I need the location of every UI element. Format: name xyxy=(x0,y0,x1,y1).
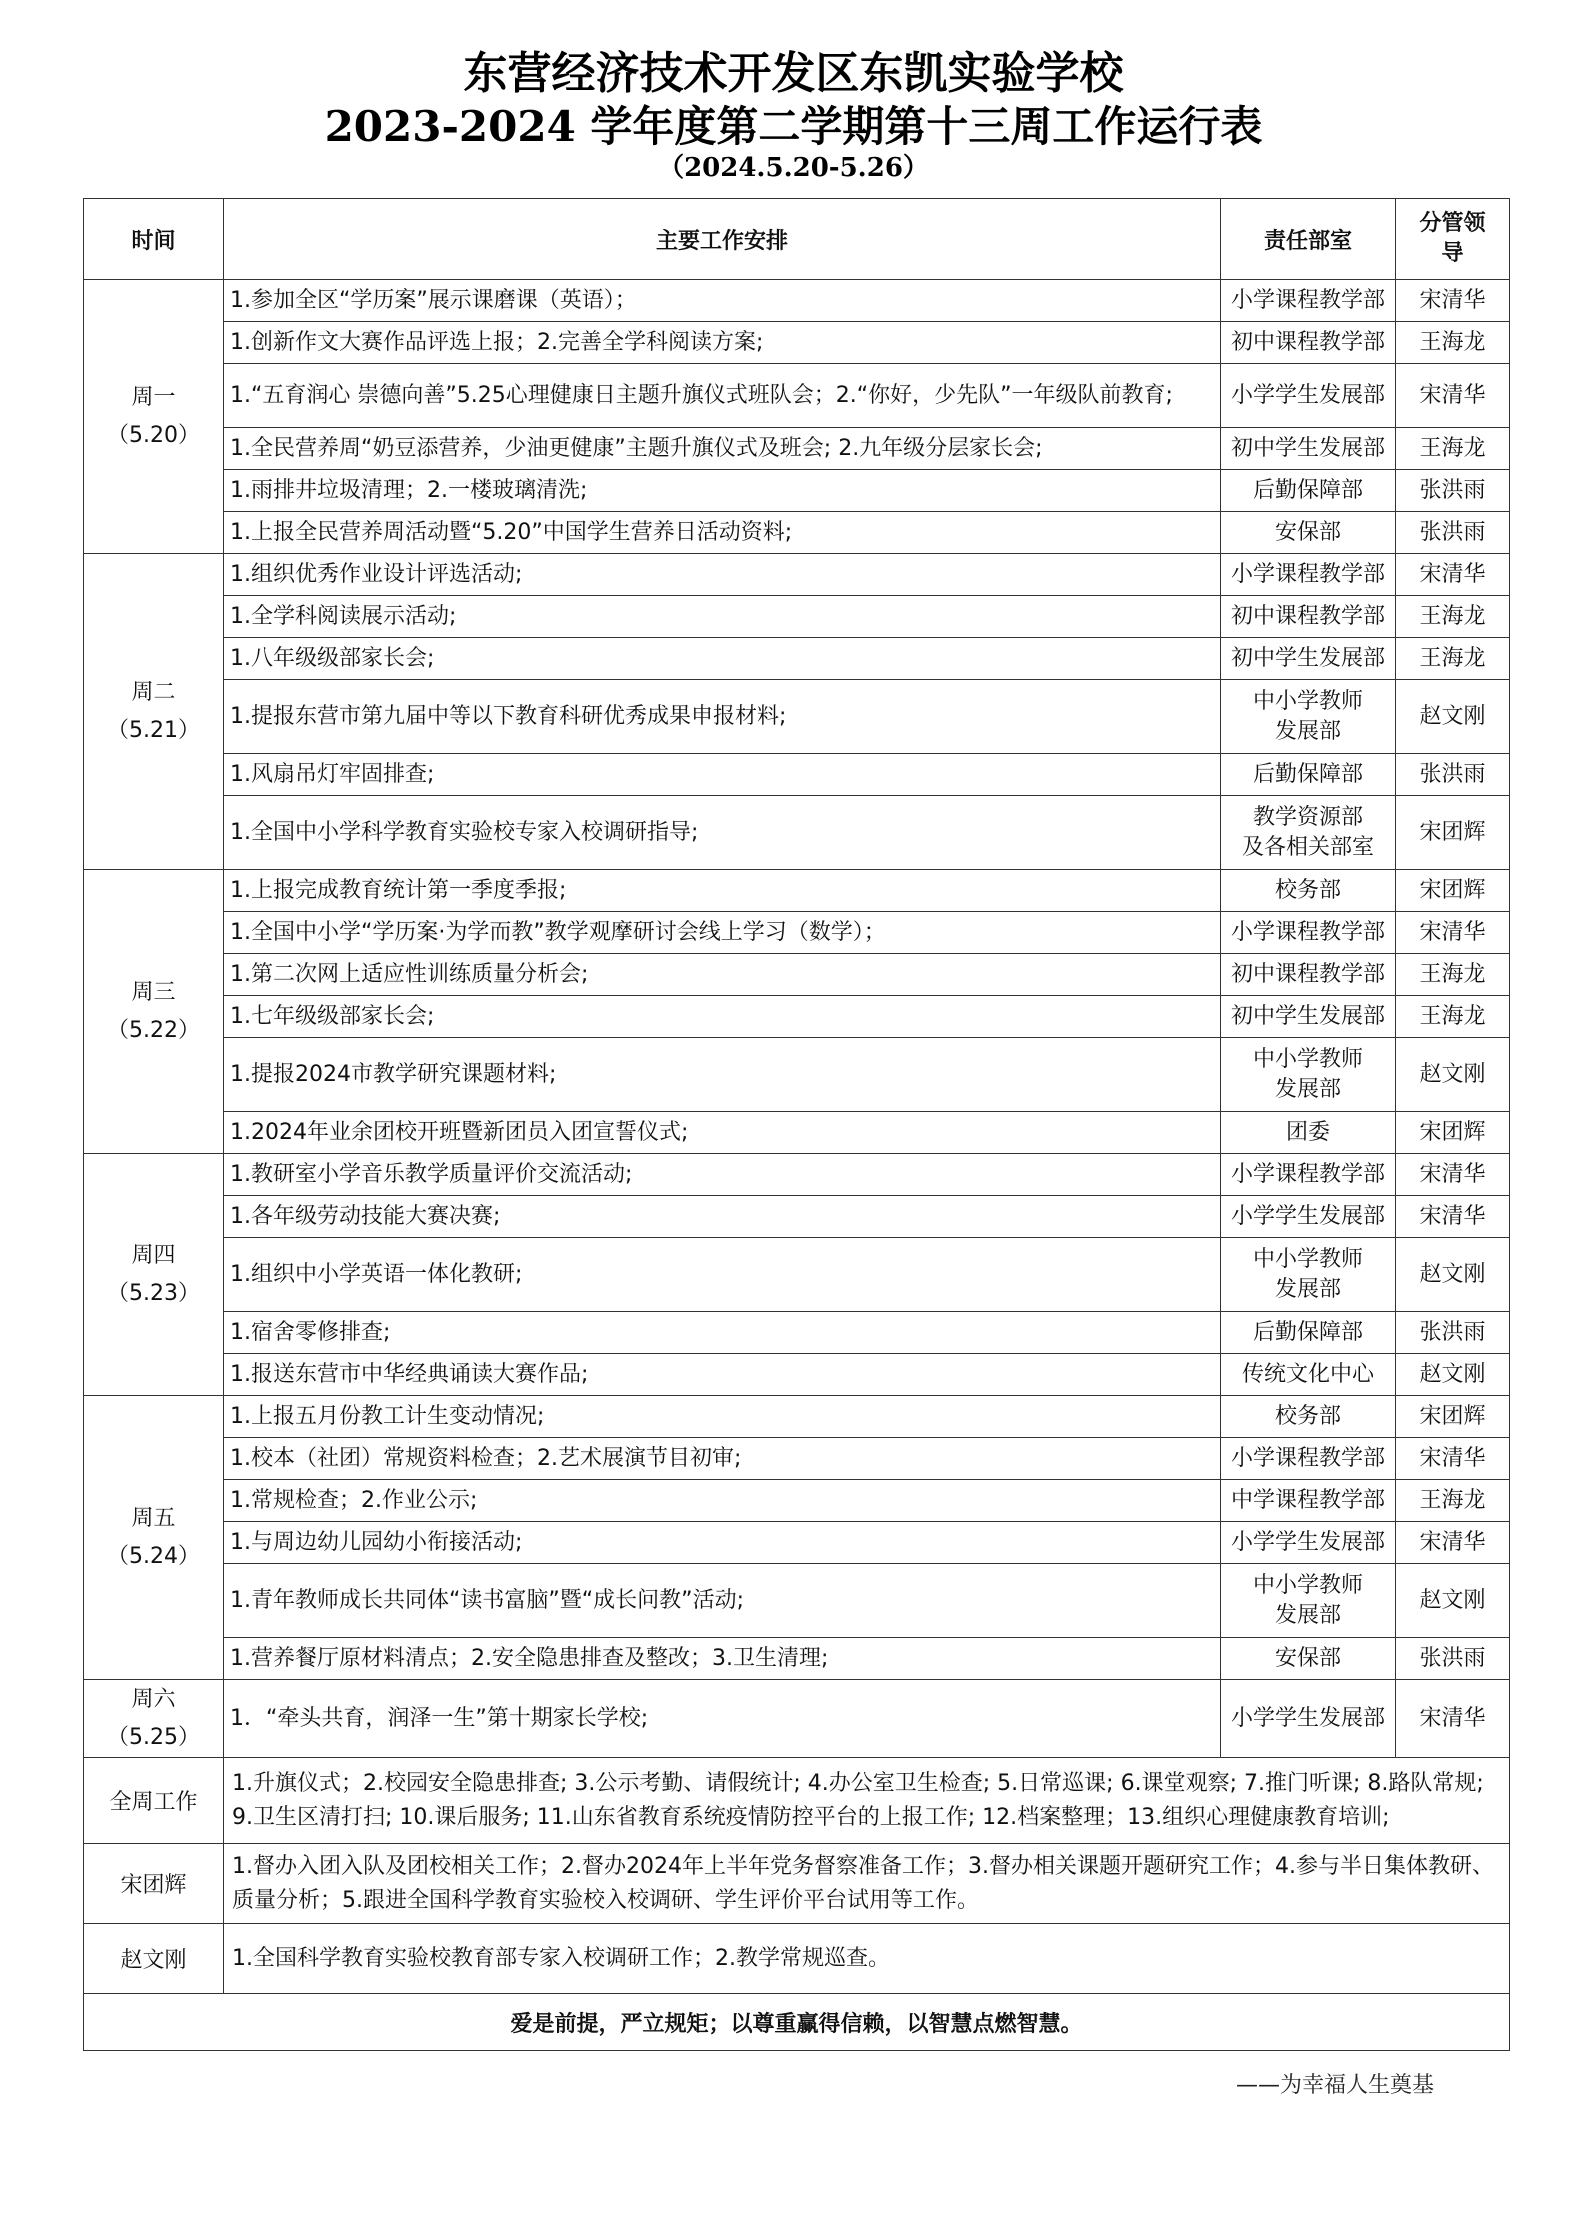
leader-cell: 王海龙 xyxy=(1396,954,1510,996)
task-cell: 1.上报全民营养周活动暨“5.20”中国学生营养日活动资料; xyxy=(224,512,1221,554)
leader-cell: 赵文刚 xyxy=(1396,1354,1510,1396)
leader-cell: 赵文刚 xyxy=(1396,680,1510,754)
dept-cell: 小学学生发展部 xyxy=(1221,364,1396,428)
table-row xyxy=(84,1638,1510,1680)
table-row xyxy=(84,1112,1510,1154)
task-cell: 1.各年级劳动技能大赛决赛; xyxy=(224,1196,1221,1238)
table-row xyxy=(84,1354,1510,1396)
day-cell xyxy=(84,1154,224,1396)
dept-line: 及各相关部室 xyxy=(1241,834,1374,860)
dept-cell xyxy=(1221,1564,1396,1638)
dept-cell: 小学课程教学部 xyxy=(1221,912,1396,954)
leader-cell: 宋清华 xyxy=(1396,1522,1510,1564)
leader-cell: 宋清华 xyxy=(1396,280,1510,322)
table-row xyxy=(84,754,1510,796)
task-cell: 1.风扇吊灯牢固排查; xyxy=(224,754,1221,796)
dept-cell: 初中学生发展部 xyxy=(1221,996,1396,1038)
dept-cell: 中学课程教学部 xyxy=(1221,1480,1396,1522)
header-work: 主要工作安排 xyxy=(224,199,1221,280)
leader-cell: 宋清华 xyxy=(1396,1438,1510,1480)
task-cell: 1.提报2024市教学研究课题材料; xyxy=(224,1038,1221,1112)
task-cell: 1.第二次网上适应性训练质量分析会; xyxy=(224,954,1221,996)
section-row xyxy=(84,1924,1510,1994)
dept-cell: 传统文化中心 xyxy=(1221,1354,1396,1396)
dept-cell: 后勤保障部 xyxy=(1221,470,1396,512)
leader-cell: 王海龙 xyxy=(1396,596,1510,638)
leader-cell: 张洪雨 xyxy=(1396,1638,1510,1680)
schedule-title: 2023-2024 学年度第二学期第十三周工作运行表 xyxy=(324,102,1263,151)
dept-line: 教学资源部 xyxy=(1252,804,1363,830)
table-row xyxy=(84,554,1510,596)
section-text: 1.督办入团入队及团校相关工作；2.督办2024年上半年党务督察准备工作；3.督办相关课题开题研究工作；4.参与半日集体教研、质量分析；5.跟进全国科学教育实验校入校调研、学生评价平台试用等工作。 xyxy=(224,1844,1510,1924)
table-row xyxy=(84,954,1510,996)
motto-row xyxy=(84,1994,1510,2051)
table-row xyxy=(84,1038,1510,1112)
dept-cell xyxy=(1221,1038,1396,1112)
section-row xyxy=(84,1844,1510,1924)
day-cell xyxy=(84,554,224,870)
task-cell: 1.提报东营市第九届中等以下教育科研优秀成果申报材料; xyxy=(224,680,1221,754)
leader-cell: 宋清华 xyxy=(1396,554,1510,596)
dept-cell: 初中课程教学部 xyxy=(1221,954,1396,996)
dept-line: 发展部 xyxy=(1274,1076,1341,1102)
table-row xyxy=(84,428,1510,470)
dept-cell: 小学课程教学部 xyxy=(1221,280,1396,322)
section-label: 宋团辉 xyxy=(84,1844,224,1924)
dept-cell: 小学课程教学部 xyxy=(1221,1154,1396,1196)
leader-cell: 王海龙 xyxy=(1396,428,1510,470)
table-row xyxy=(84,1154,1510,1196)
day-name: 周二 xyxy=(131,679,176,705)
task-cell: 1.“五育润心 崇德向善”5.25心理健康日主题升旗仪式班队会；2.“你好，少先队”一年级队前教育; xyxy=(224,364,1221,428)
section-row xyxy=(84,1758,1510,1844)
table-row xyxy=(84,322,1510,364)
day-date: （5.23） xyxy=(107,1280,200,1306)
leader-cell: 张洪雨 xyxy=(1396,512,1510,554)
dept-line: 发展部 xyxy=(1274,718,1341,744)
header-dept: 责任部室 xyxy=(1221,199,1396,280)
task-cell: 1.报送东营市中华经典诵读大赛作品; xyxy=(224,1354,1221,1396)
dept-cell: 安保部 xyxy=(1221,1638,1396,1680)
table-row xyxy=(84,280,1510,322)
leader-cell: 宋团辉 xyxy=(1396,870,1510,912)
task-cell: 1.创新作文大赛作品评选上报；2.完善全学科阅读方案; xyxy=(224,322,1221,364)
task-cell: 1.七年级级部家长会; xyxy=(224,996,1221,1038)
dept-cell: 安保部 xyxy=(1221,512,1396,554)
task-cell: 1.雨排井垃圾清理；2.一楼玻璃清洗; xyxy=(224,470,1221,512)
task-cell: 1.宿舍零修排查; xyxy=(224,1312,1221,1354)
header-leader xyxy=(1396,199,1510,280)
task-cell: 1.上报完成教育统计第一季度季报; xyxy=(224,870,1221,912)
table-row xyxy=(84,1312,1510,1354)
day-cell xyxy=(84,280,224,554)
table-row xyxy=(84,1480,1510,1522)
dept-cell: 初中学生发展部 xyxy=(1221,428,1396,470)
leader-cell: 宋清华 xyxy=(1396,1680,1510,1758)
table-row xyxy=(84,470,1510,512)
day-name: 周三 xyxy=(131,979,176,1005)
header-time: 时间 xyxy=(84,199,224,280)
day-cell xyxy=(84,1396,224,1680)
table-row xyxy=(84,638,1510,680)
section-text: 1.全国科学教育实验校教育部专家入校调研工作；2.教学常规巡查。 xyxy=(224,1924,1510,1994)
dept-cell: 小学课程教学部 xyxy=(1221,1438,1396,1480)
day-name: 周六 xyxy=(131,1686,176,1712)
dept-line: 中小学教师 xyxy=(1252,1246,1363,1272)
day-cell xyxy=(84,1680,224,1758)
leader-cell: 宋清华 xyxy=(1396,912,1510,954)
task-cell: 1.教研室小学音乐教学质量评价交流活动; xyxy=(224,1154,1221,1196)
dept-cell: 后勤保障部 xyxy=(1221,1312,1396,1354)
task-cell: 1.参加全区“学历案”展示课磨课（英语）； xyxy=(224,280,1221,322)
weekly-schedule-table xyxy=(83,198,1510,2051)
header-leader-text: 分管领导 xyxy=(1419,211,1486,266)
task-cell: 1.全国中小学“学历案·为学而教”教学观摩研讨会线上学习（数学）； xyxy=(224,912,1221,954)
task-cell: 1.与周边幼儿园幼小衔接活动; xyxy=(224,1522,1221,1564)
dept-cell: 小学学生发展部 xyxy=(1221,1522,1396,1564)
task-cell: 1.组织优秀作业设计评选活动; xyxy=(224,554,1221,596)
leader-cell: 宋团辉 xyxy=(1396,1396,1510,1438)
dept-cell: 团委 xyxy=(1221,1112,1396,1154)
task-cell: 1.全国中小学科学教育实验校专家入校调研指导; xyxy=(224,796,1221,870)
leader-cell: 王海龙 xyxy=(1396,322,1510,364)
leader-cell: 张洪雨 xyxy=(1396,754,1510,796)
task-cell: 1.八年级级部家长会; xyxy=(224,638,1221,680)
leader-cell: 宋清华 xyxy=(1396,364,1510,428)
table-row xyxy=(84,996,1510,1038)
table-row xyxy=(84,912,1510,954)
task-cell: 1．“牵头共育，润泽一生”第十期家长学校; xyxy=(224,1680,1221,1758)
task-cell: 1.全学科阅读展示活动; xyxy=(224,596,1221,638)
dept-cell xyxy=(1221,796,1396,870)
task-cell: 1.2024年业余团校开班暨新团员入团宣誓仪式; xyxy=(224,1112,1221,1154)
day-cell xyxy=(84,870,224,1154)
leader-cell: 赵文刚 xyxy=(1396,1564,1510,1638)
table-row xyxy=(84,1522,1510,1564)
dept-line: 中小学教师 xyxy=(1252,1572,1363,1598)
day-date: （5.25） xyxy=(107,1724,200,1750)
table-row xyxy=(84,596,1510,638)
task-cell: 1.组织中小学英语一体化教研; xyxy=(224,1238,1221,1312)
day-name: 周一 xyxy=(131,384,176,410)
school-motto: 爱是前提，严立规矩；以尊重赢得信赖，以智慧点燃智慧。 xyxy=(84,1994,1510,2051)
dept-line: 中小学教师 xyxy=(1252,688,1363,714)
dept-line: 中小学教师 xyxy=(1252,1046,1363,1072)
day-date: （5.22） xyxy=(107,1017,200,1043)
day-name: 周五 xyxy=(131,1505,176,1531)
leader-cell: 张洪雨 xyxy=(1396,470,1510,512)
task-cell: 1.全民营养周“奶豆添营养，少油更健康”主题升旗仪式及班会; 2.九年级分层家长会; xyxy=(224,428,1221,470)
section-text: 1.升旗仪式；2.校园安全隐患排查; 3.公示考勤、请假统计; 4.办公室卫生检查; 5.日常巡课; 6.课堂观察; 7.推门听课; 8.路队常规; 9.卫生区清打扫; 10.课后服务; 11.山东省教育系统疫情防控平台的上报工作; 12.档案整理；13.组织心理健康教育培训; xyxy=(224,1758,1510,1844)
table-row xyxy=(84,870,1510,912)
leader-cell: 王海龙 xyxy=(1396,996,1510,1038)
dept-line: 发展部 xyxy=(1274,1602,1341,1628)
dept-cell: 初中学生发展部 xyxy=(1221,638,1396,680)
task-cell: 1.常规检查；2.作业公示; xyxy=(224,1480,1221,1522)
leader-cell: 赵文刚 xyxy=(1396,1238,1510,1312)
leader-cell: 张洪雨 xyxy=(1396,1312,1510,1354)
day-name: 周四 xyxy=(131,1242,176,1268)
leader-cell: 宋清华 xyxy=(1396,1154,1510,1196)
table-row xyxy=(84,1396,1510,1438)
table-row xyxy=(84,1564,1510,1638)
dept-line: 发展部 xyxy=(1274,1276,1341,1302)
leader-cell: 赵文刚 xyxy=(1396,1038,1510,1112)
dept-cell: 小学课程教学部 xyxy=(1221,554,1396,596)
dept-cell: 校务部 xyxy=(1221,1396,1396,1438)
task-cell: 1.青年教师成长共同体“读书富脑”暨“成长问教”活动; xyxy=(224,1564,1221,1638)
date-range: （2024.5.20-5.26） xyxy=(658,153,929,183)
dept-cell: 小学学生发展部 xyxy=(1221,1680,1396,1758)
table-row xyxy=(84,1238,1510,1312)
dept-cell: 校务部 xyxy=(1221,870,1396,912)
day-date: （5.21） xyxy=(107,717,200,743)
table-row xyxy=(84,1438,1510,1480)
leader-cell: 宋清华 xyxy=(1396,1196,1510,1238)
leader-cell: 王海龙 xyxy=(1396,638,1510,680)
leader-cell: 王海龙 xyxy=(1396,1480,1510,1522)
dept-cell: 小学学生发展部 xyxy=(1221,1196,1396,1238)
footer-slogan: ——为幸福人生奠基 xyxy=(1236,2073,1435,2098)
school-name-title: 东营经济技术开发区东凯实验学校 xyxy=(463,48,1124,99)
dept-cell xyxy=(1221,1238,1396,1312)
section-label: 全周工作 xyxy=(84,1758,224,1844)
section-label: 赵文刚 xyxy=(84,1924,224,1994)
table-row xyxy=(84,1680,1510,1758)
task-cell: 1.上报五月份教工计生变动情况; xyxy=(224,1396,1221,1438)
dept-cell: 初中课程教学部 xyxy=(1221,596,1396,638)
task-cell: 1.校本（社团）常规资料检查；2.艺术展演节目初审; xyxy=(224,1438,1221,1480)
table-row xyxy=(84,364,1510,428)
day-date: （5.20） xyxy=(107,422,200,448)
leader-cell: 宋团辉 xyxy=(1396,1112,1510,1154)
dept-cell xyxy=(1221,680,1396,754)
leader-cell: 宋团辉 xyxy=(1396,796,1510,870)
table-row xyxy=(84,680,1510,754)
day-date: （5.24） xyxy=(107,1543,200,1569)
dept-cell: 初中课程教学部 xyxy=(1221,322,1396,364)
table-row xyxy=(84,796,1510,870)
table-row xyxy=(84,512,1510,554)
table-row xyxy=(84,1196,1510,1238)
task-cell: 1.营养餐厅原材料清点；2.安全隐患排查及整改；3.卫生清理; xyxy=(224,1638,1221,1680)
table-header-row xyxy=(84,199,1510,280)
dept-cell: 后勤保障部 xyxy=(1221,754,1396,796)
